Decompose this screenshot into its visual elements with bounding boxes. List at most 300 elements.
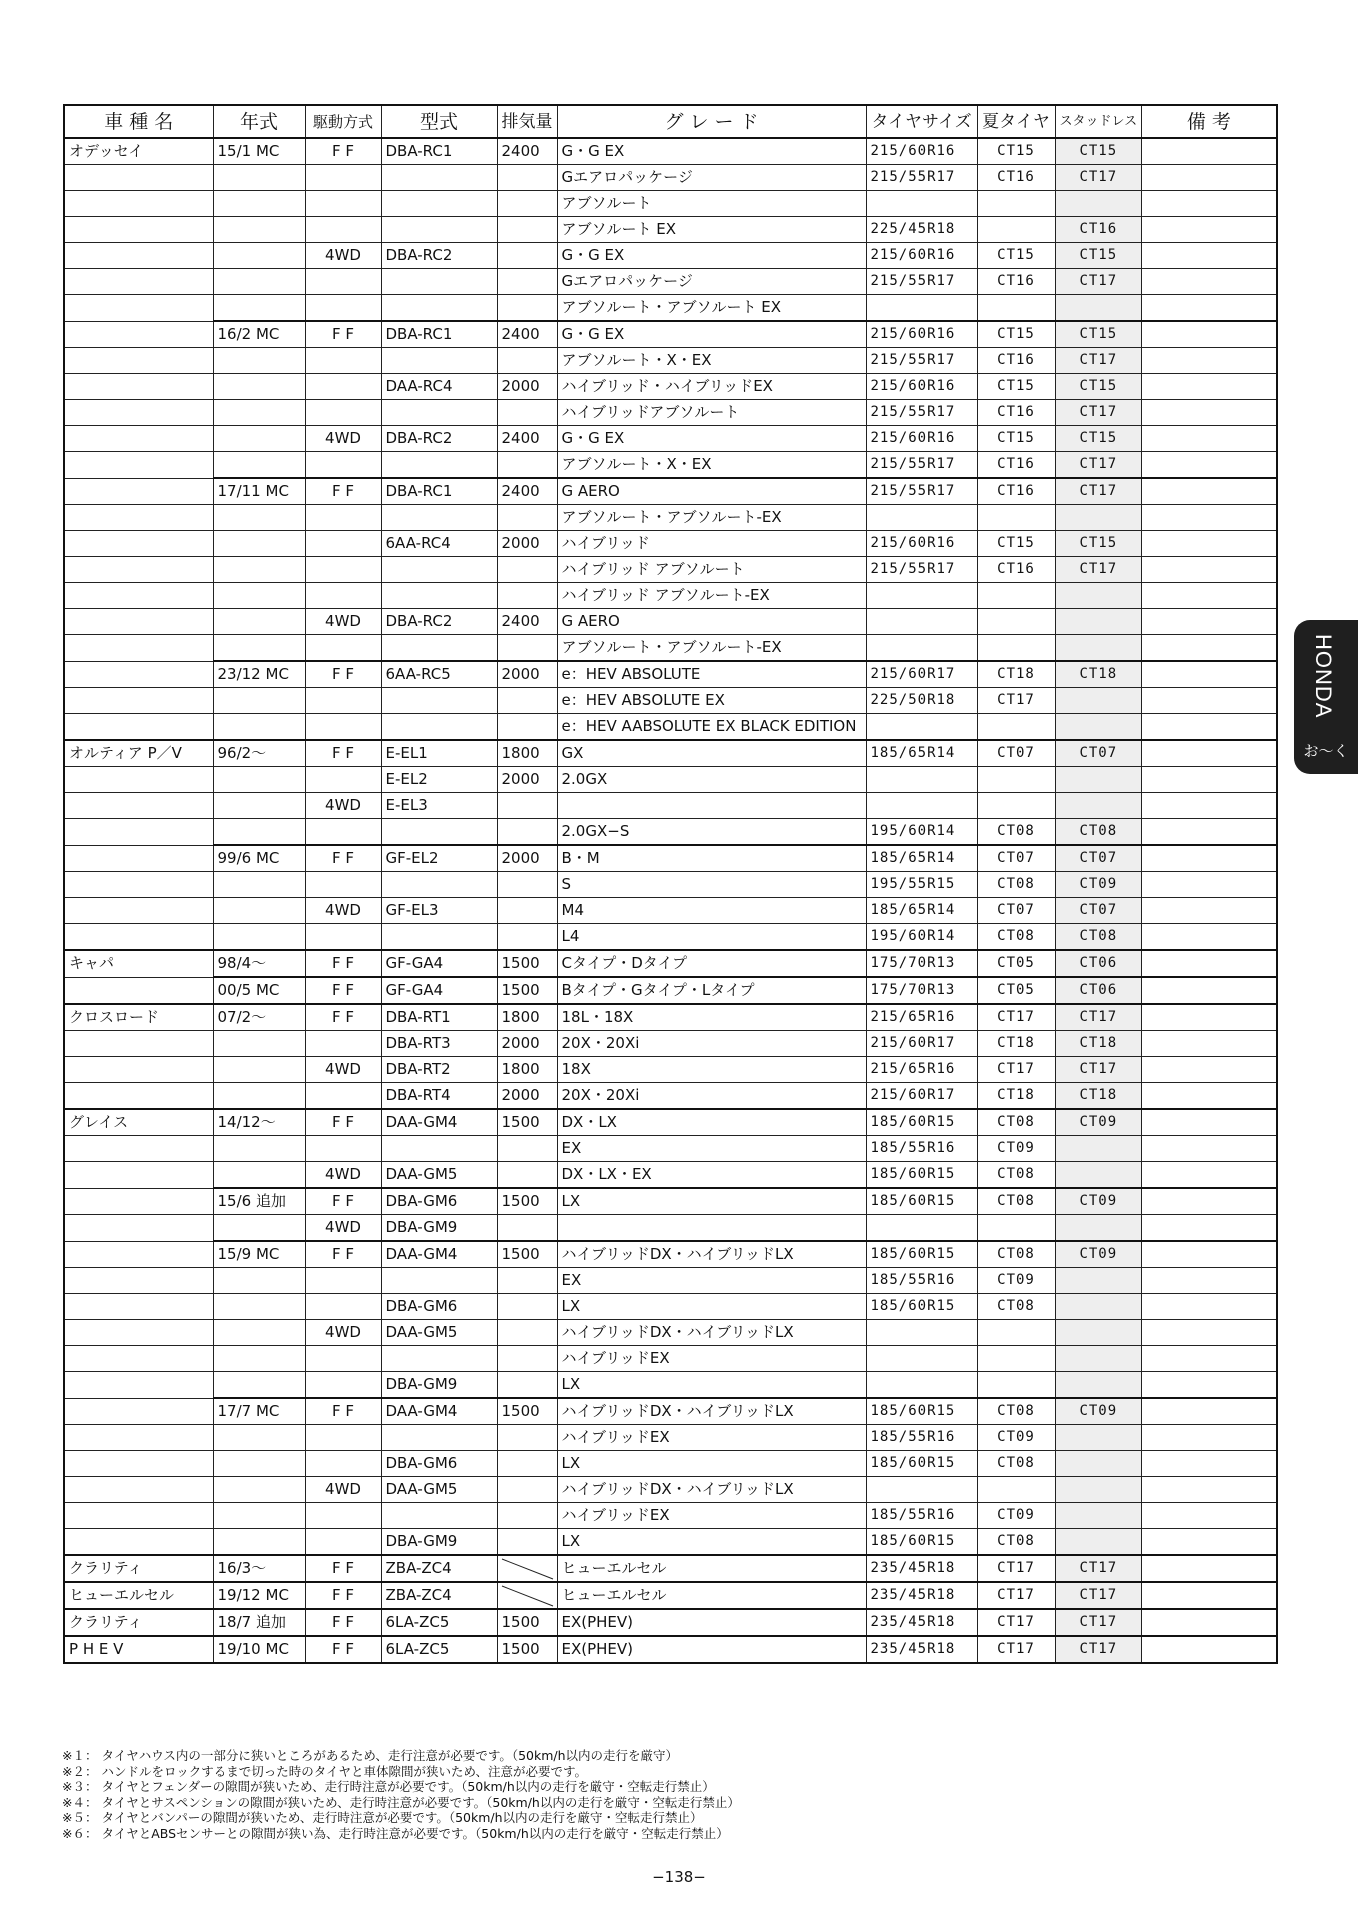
- cell-studless: [1055, 505, 1142, 531]
- cell-tire-size: 185/55R16: [866, 1268, 977, 1294]
- cell-year: [213, 1477, 305, 1503]
- cell-remarks: [1142, 400, 1277, 426]
- cell-tire-size: [866, 1477, 977, 1503]
- table-row: [64, 1529, 1277, 1556]
- cell-remarks: [1142, 1136, 1277, 1162]
- cell-studless: CT17: [1055, 557, 1142, 583]
- cell-grade: アブソルート EX: [557, 217, 866, 243]
- cell-car: [64, 819, 213, 846]
- cell-model: DBA-RT1: [381, 1004, 497, 1031]
- cell-model: [381, 583, 497, 609]
- cell-tire-size: 215/60R16: [866, 374, 977, 400]
- cell-grade: DX・LX: [557, 1109, 866, 1136]
- cell-drive: F F: [305, 1582, 381, 1609]
- cell-model: DBA-RC1: [381, 321, 497, 348]
- table-row: [64, 1004, 1277, 1031]
- cell-drive: F F: [305, 1636, 381, 1663]
- cell-car: [64, 400, 213, 426]
- cell-studless: CT07: [1055, 845, 1142, 872]
- cell-tire-size: 225/50R18: [866, 688, 977, 714]
- cell-studless: CT17: [1055, 1609, 1142, 1636]
- cell-remarks: [1142, 924, 1277, 951]
- cell-car: オルティア P／V: [64, 740, 213, 767]
- cell-drive: [305, 505, 381, 531]
- cell-grade: ハイブリッドDX・ハイブリッドLX: [557, 1241, 866, 1268]
- cell-displacement: 1500: [497, 1109, 557, 1136]
- footnote: ※５： タイヤとバンパーの隙間が狭いため、走行時注意が必要です。（50km/h以内の走行を厳守・空転走行禁止）: [62, 1810, 703, 1825]
- cell-studless: CT15: [1055, 243, 1142, 269]
- cell-year: 07/2〜: [213, 1004, 305, 1031]
- cell-model: DBA-RC1: [381, 478, 497, 505]
- cell-summer-tire: CT09: [977, 1268, 1055, 1294]
- cell-tire-size: 185/60R15: [866, 1162, 977, 1189]
- cell-tire-size: 215/65R16: [866, 1057, 977, 1083]
- cell-displacement: [497, 1451, 557, 1477]
- cell-car: クラリティ: [64, 1555, 213, 1582]
- cell-tire-size: 215/55R17: [866, 557, 977, 583]
- cell-tire-size: 185/55R16: [866, 1503, 977, 1529]
- cell-remarks: [1142, 1215, 1277, 1242]
- header-remarks: 備 考: [1142, 105, 1277, 138]
- cell-model: ZBA-ZC4: [381, 1555, 497, 1582]
- cell-displacement: [497, 1372, 557, 1399]
- cell-car: [64, 557, 213, 583]
- cell-studless: CT16: [1055, 217, 1142, 243]
- cell-studless: [1055, 714, 1142, 741]
- cell-year: 19/10 MC: [213, 1636, 305, 1663]
- cell-model: [381, 452, 497, 479]
- cell-drive: [305, 635, 381, 662]
- cell-model: DAA-GM4: [381, 1109, 497, 1136]
- cell-model: [381, 400, 497, 426]
- cell-grade: Gエアロパッケージ: [557, 165, 866, 191]
- cell-grade: ハイブリッドDX・ハイブリッドLX: [557, 1398, 866, 1425]
- cell-displacement: [497, 505, 557, 531]
- cell-displacement: 1500: [497, 950, 557, 977]
- cell-summer-tire: CT08: [977, 872, 1055, 898]
- cell-tire-size: [866, 767, 977, 793]
- cell-year: [213, 688, 305, 714]
- header-drive: 駆動方式: [305, 105, 381, 138]
- cell-studless: [1055, 609, 1142, 635]
- cell-tire-size: 215/55R17: [866, 165, 977, 191]
- cell-grade: e：HEV ABSOLUTE EX: [557, 688, 866, 714]
- table-row: [64, 1294, 1277, 1320]
- cell-summer-tire: CT08: [977, 1529, 1055, 1556]
- cell-car: [64, 452, 213, 479]
- cell-tire-size: 215/60R17: [866, 661, 977, 688]
- cell-studless: CT18: [1055, 1083, 1142, 1110]
- table-row: [64, 898, 1277, 924]
- cell-year: [213, 400, 305, 426]
- cell-displacement: 1500: [497, 1398, 557, 1425]
- cell-grade: 20X・20Xi: [557, 1083, 866, 1110]
- cell-year: [213, 557, 305, 583]
- table-row: [64, 1582, 1277, 1609]
- cell-year: [213, 767, 305, 793]
- cell-remarks: [1142, 217, 1277, 243]
- cell-displacement: [497, 1320, 557, 1346]
- cell-car: [64, 348, 213, 374]
- cell-summer-tire: CT17: [977, 1057, 1055, 1083]
- cell-year: [213, 217, 305, 243]
- cell-drive: F F: [305, 1004, 381, 1031]
- cell-grade: e：HEV ABSOLUTE: [557, 661, 866, 688]
- cell-remarks: [1142, 1320, 1277, 1346]
- header-tire-size: タイヤサイズ: [866, 105, 977, 138]
- cell-displacement: 2400: [497, 321, 557, 348]
- table-row: [64, 531, 1277, 557]
- cell-studless: [1055, 1451, 1142, 1477]
- cell-studless: CT17: [1055, 1582, 1142, 1609]
- table-row: [64, 557, 1277, 583]
- cell-year: [213, 531, 305, 557]
- cell-grade: 2.0GX−S: [557, 819, 866, 846]
- cell-remarks: [1142, 1031, 1277, 1057]
- cell-drive: 4WD: [305, 609, 381, 635]
- table-row: [64, 845, 1277, 872]
- cell-model: [381, 924, 497, 951]
- cell-summer-tire: CT15: [977, 426, 1055, 452]
- cell-year: [213, 872, 305, 898]
- cell-studless: CT08: [1055, 819, 1142, 846]
- cell-summer-tire: CT15: [977, 138, 1055, 165]
- cell-car: [64, 478, 213, 505]
- cell-tire-size: 195/60R14: [866, 819, 977, 846]
- cell-studless: CT17: [1055, 452, 1142, 479]
- cell-summer-tire: CT07: [977, 845, 1055, 872]
- cell-studless: CT17: [1055, 165, 1142, 191]
- table-row: [64, 191, 1277, 217]
- table-row: [64, 505, 1277, 531]
- table-row: [64, 1346, 1277, 1372]
- cell-car: [64, 1451, 213, 1477]
- cell-displacement: [497, 688, 557, 714]
- cell-remarks: [1142, 557, 1277, 583]
- cell-model: 6AA-RC4: [381, 531, 497, 557]
- cell-studless: [1055, 1136, 1142, 1162]
- index-range-label: お〜く: [1303, 742, 1349, 760]
- cell-remarks: [1142, 635, 1277, 662]
- cell-displacement: [497, 1215, 557, 1242]
- cell-year: 18/7 追加: [213, 1609, 305, 1636]
- cell-summer-tire: [977, 1346, 1055, 1372]
- cell-car: [64, 1503, 213, 1529]
- cell-grade: ハイブリッド: [557, 531, 866, 557]
- cell-remarks: [1142, 1057, 1277, 1083]
- cell-summer-tire: CT08: [977, 1294, 1055, 1320]
- cell-summer-tire: CT18: [977, 661, 1055, 688]
- cell-tire-size: [866, 714, 977, 741]
- cell-remarks: [1142, 374, 1277, 400]
- cell-displacement: 2000: [497, 661, 557, 688]
- cell-model: [381, 819, 497, 846]
- cell-year: [213, 505, 305, 531]
- table-row: [64, 1503, 1277, 1529]
- cell-car: [64, 714, 213, 741]
- cell-drive: F F: [305, 845, 381, 872]
- cell-drive: F F: [305, 1555, 381, 1582]
- cell-summer-tire: [977, 191, 1055, 217]
- cell-displacement: 2000: [497, 1031, 557, 1057]
- cell-summer-tire: CT08: [977, 819, 1055, 846]
- cell-studless: CT15: [1055, 138, 1142, 165]
- cell-studless: CT18: [1055, 661, 1142, 688]
- cell-year: 99/6 MC: [213, 845, 305, 872]
- cell-summer-tire: CT16: [977, 165, 1055, 191]
- cell-summer-tire: [977, 714, 1055, 741]
- cell-remarks: [1142, 793, 1277, 819]
- cell-drive: F F: [305, 321, 381, 348]
- table-row: [64, 138, 1277, 165]
- cell-car: [64, 609, 213, 635]
- cell-model: DBA-RC2: [381, 243, 497, 269]
- table-row: [64, 1083, 1277, 1110]
- cell-grade: ハイブリッドEX: [557, 1425, 866, 1451]
- cell-model: DBA-GM6: [381, 1294, 497, 1320]
- cell-drive: [305, 1136, 381, 1162]
- cell-displacement: 2000: [497, 767, 557, 793]
- cell-summer-tire: CT08: [977, 924, 1055, 951]
- cell-remarks: [1142, 295, 1277, 322]
- cell-grade: ハイブリッドEX: [557, 1503, 866, 1529]
- cell-year: [213, 1320, 305, 1346]
- cell-remarks: [1142, 583, 1277, 609]
- cell-drive: F F: [305, 1109, 381, 1136]
- cell-studless: CT15: [1055, 426, 1142, 452]
- cell-grade: ハイブリッドEX: [557, 1346, 866, 1372]
- cell-tire-size: [866, 505, 977, 531]
- cell-grade: EX(PHEV): [557, 1636, 866, 1663]
- cell-remarks: [1142, 1582, 1277, 1609]
- cell-year: 19/12 MC: [213, 1582, 305, 1609]
- cell-summer-tire: CT05: [977, 977, 1055, 1004]
- cell-model: DBA-RT4: [381, 1083, 497, 1110]
- cell-car: [64, 321, 213, 348]
- cell-drive: [305, 1268, 381, 1294]
- cell-year: [213, 1083, 305, 1110]
- cell-year: [213, 898, 305, 924]
- cell-summer-tire: CT17: [977, 1555, 1055, 1582]
- cell-tire-size: 215/55R17: [866, 478, 977, 505]
- cell-grade: 20X・20Xi: [557, 1031, 866, 1057]
- cell-displacement: 2400: [497, 609, 557, 635]
- cell-model: [381, 1346, 497, 1372]
- cell-remarks: [1142, 740, 1277, 767]
- cell-year: [213, 269, 305, 295]
- cell-model: DAA-GM4: [381, 1398, 497, 1425]
- cell-displacement: [497, 1582, 557, 1609]
- cell-year: [213, 1215, 305, 1242]
- cell-model: [381, 269, 497, 295]
- cell-tire-size: 175/70R13: [866, 950, 977, 977]
- cell-grade: DX・LX・EX: [557, 1162, 866, 1189]
- cell-year: [213, 609, 305, 635]
- cell-summer-tire: CT08: [977, 1241, 1055, 1268]
- cell-studless: [1055, 1346, 1142, 1372]
- cell-year: [213, 1057, 305, 1083]
- cell-drive: [305, 531, 381, 557]
- not-applicable-slash: [498, 1583, 555, 1609]
- brand-label: HONDA: [1311, 634, 1336, 719]
- cell-summer-tire: [977, 767, 1055, 793]
- cell-tire-size: [866, 191, 977, 217]
- table-row: [64, 714, 1277, 741]
- cell-year: [213, 793, 305, 819]
- table-row: [64, 1188, 1277, 1215]
- cell-tire-size: [866, 1372, 977, 1399]
- cell-remarks: [1142, 321, 1277, 348]
- table-row: [64, 1057, 1277, 1083]
- cell-model: 6LA-ZC5: [381, 1609, 497, 1636]
- cell-remarks: [1142, 1109, 1277, 1136]
- cell-grade: G・G EX: [557, 138, 866, 165]
- cell-studless: CT17: [1055, 348, 1142, 374]
- cell-tire-size: 215/55R17: [866, 400, 977, 426]
- cell-year: [213, 1529, 305, 1556]
- cell-studless: CT17: [1055, 1555, 1142, 1582]
- cell-drive: 4WD: [305, 426, 381, 452]
- table-row: [64, 348, 1277, 374]
- cell-displacement: [497, 348, 557, 374]
- cell-remarks: [1142, 1004, 1277, 1031]
- table-row: [64, 767, 1277, 793]
- cell-displacement: 2400: [497, 138, 557, 165]
- cell-drive: [305, 924, 381, 951]
- table-row: [64, 872, 1277, 898]
- cell-remarks: [1142, 1636, 1277, 1663]
- cell-displacement: [497, 243, 557, 269]
- cell-summer-tire: CT08: [977, 1162, 1055, 1189]
- cell-grade: 18L・18X: [557, 1004, 866, 1031]
- cell-tire-size: 195/60R14: [866, 924, 977, 951]
- cell-studless: CT09: [1055, 1398, 1142, 1425]
- table-row: [64, 635, 1277, 662]
- cell-model: DAA-GM5: [381, 1320, 497, 1346]
- cell-displacement: 2000: [497, 374, 557, 400]
- header-studless: スタッドレス: [1055, 105, 1142, 138]
- table-row: [64, 1451, 1277, 1477]
- cell-tire-size: 215/60R16: [866, 321, 977, 348]
- cell-car: [64, 374, 213, 400]
- cell-drive: [305, 191, 381, 217]
- cell-displacement: [497, 924, 557, 951]
- cell-grade: LX: [557, 1451, 866, 1477]
- cell-car: [64, 1188, 213, 1215]
- table-row: [64, 321, 1277, 348]
- cell-remarks: [1142, 1188, 1277, 1215]
- cell-displacement: [497, 1346, 557, 1372]
- cell-summer-tire: [977, 1320, 1055, 1346]
- cell-drive: [305, 583, 381, 609]
- cell-car: [64, 269, 213, 295]
- cell-drive: [305, 557, 381, 583]
- header-grade: グ レ ー ド: [557, 105, 866, 138]
- cell-displacement: [497, 1555, 557, 1582]
- table-row: [64, 924, 1277, 951]
- cell-grade: ヒューエルセル: [557, 1555, 866, 1582]
- table-row: [64, 426, 1277, 452]
- cell-studless: CT09: [1055, 872, 1142, 898]
- cell-drive: F F: [305, 138, 381, 165]
- cell-year: [213, 635, 305, 662]
- table-row: [64, 977, 1277, 1004]
- cell-grade: アブソルート・アブソルート-EX: [557, 635, 866, 662]
- cell-car: [64, 793, 213, 819]
- cell-car: [64, 243, 213, 269]
- cell-car: [64, 1136, 213, 1162]
- cell-year: 15/1 MC: [213, 138, 305, 165]
- cell-studless: CT15: [1055, 321, 1142, 348]
- header-car: 車 種 名: [64, 105, 213, 138]
- cell-year: [213, 1346, 305, 1372]
- cell-drive: F F: [305, 977, 381, 1004]
- cell-car: クラリティ: [64, 1609, 213, 1636]
- cell-grade: Cタイプ・Dタイプ: [557, 950, 866, 977]
- cell-year: [213, 924, 305, 951]
- cell-grade: アブソルート: [557, 191, 866, 217]
- cell-drive: F F: [305, 478, 381, 505]
- cell-summer-tire: [977, 1372, 1055, 1399]
- cell-summer-tire: CT16: [977, 557, 1055, 583]
- cell-summer-tire: CT17: [977, 1582, 1055, 1609]
- cell-studless: [1055, 1503, 1142, 1529]
- cell-remarks: [1142, 478, 1277, 505]
- cell-car: [64, 872, 213, 898]
- cell-grade: M4: [557, 898, 866, 924]
- cell-year: [213, 452, 305, 479]
- cell-model: GF-GA4: [381, 950, 497, 977]
- cell-studless: CT15: [1055, 374, 1142, 400]
- cell-displacement: 1800: [497, 740, 557, 767]
- table-row: [64, 661, 1277, 688]
- table-row: [64, 1320, 1277, 1346]
- cell-grade: ハイブリッド アブソルート-EX: [557, 583, 866, 609]
- cell-model: GF-EL3: [381, 898, 497, 924]
- cell-drive: F F: [305, 1241, 381, 1268]
- cell-tire-size: [866, 295, 977, 322]
- cell-year: [213, 243, 305, 269]
- cell-car: [64, 1083, 213, 1110]
- cell-remarks: [1142, 1162, 1277, 1189]
- cell-summer-tire: CT15: [977, 321, 1055, 348]
- cell-displacement: [497, 400, 557, 426]
- cell-displacement: [497, 583, 557, 609]
- cell-year: 14/12〜: [213, 1109, 305, 1136]
- cell-year: [213, 583, 305, 609]
- cell-drive: F F: [305, 1609, 381, 1636]
- cell-model: GF-EL2: [381, 845, 497, 872]
- table-row: [64, 950, 1277, 977]
- cell-drive: F F: [305, 1188, 381, 1215]
- cell-year: 96/2〜: [213, 740, 305, 767]
- cell-displacement: 2000: [497, 845, 557, 872]
- table-row: [64, 1136, 1277, 1162]
- footnote: ※４： タイヤとサスペンションの隙間が狭いため、走行時注意が必要です。（50km/h以内の走行を厳守・空転走行禁止）: [62, 1794, 740, 1810]
- cell-remarks: [1142, 1477, 1277, 1503]
- cell-studless: CT18: [1055, 1031, 1142, 1057]
- table-row: [64, 819, 1277, 846]
- cell-grade: G AERO: [557, 478, 866, 505]
- cell-model: [381, 714, 497, 741]
- cell-tire-size: 215/55R17: [866, 269, 977, 295]
- cell-studless: [1055, 635, 1142, 662]
- cell-studless: [1055, 1294, 1142, 1320]
- cell-summer-tire: [977, 295, 1055, 322]
- cell-year: [213, 1162, 305, 1189]
- cell-displacement: [497, 1425, 557, 1451]
- table-row: [64, 295, 1277, 322]
